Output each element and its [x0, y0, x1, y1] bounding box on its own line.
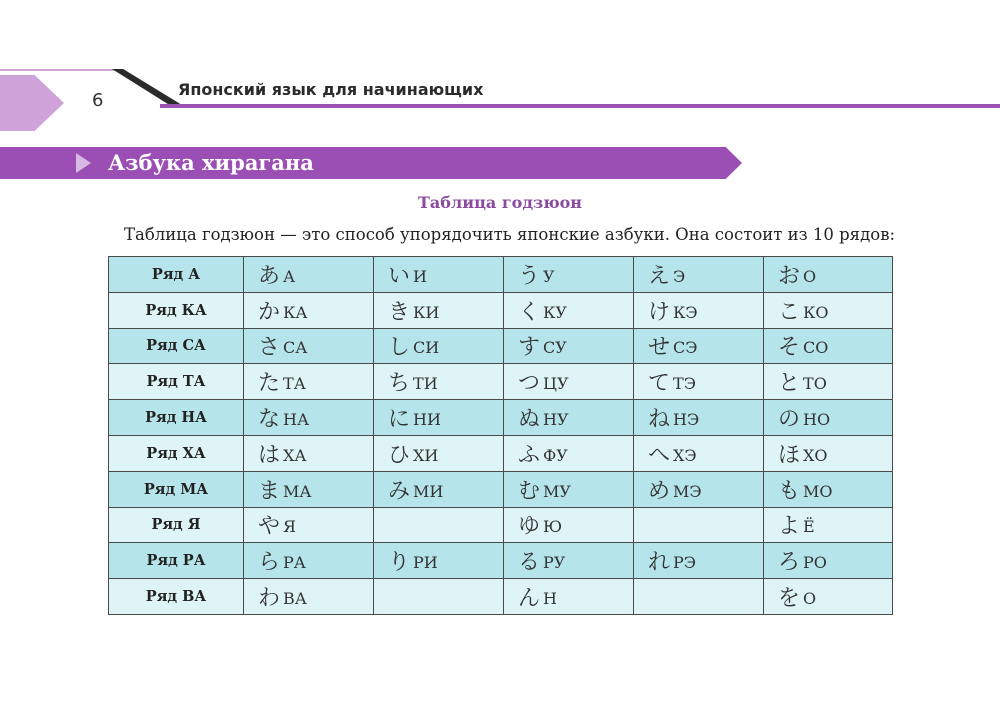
- book-title: Японский язык для начинающих: [178, 80, 484, 99]
- kana-char: に: [388, 407, 411, 433]
- kana-reading: КЭ: [673, 302, 698, 322]
- kana-cell: [634, 435, 764, 471]
- kana-reading: НА: [283, 410, 310, 430]
- table-row: [109, 257, 893, 293]
- kana-cell: [634, 364, 764, 400]
- kana-char: ふ: [518, 442, 541, 468]
- kana-cell: [634, 257, 764, 293]
- kana-char: と: [778, 371, 801, 397]
- kana-char: へ: [648, 442, 671, 468]
- kana-reading: Я: [283, 517, 296, 537]
- row-label: Ряд ТА: [109, 364, 244, 400]
- kana-char: ゆ: [518, 514, 541, 540]
- kana-cell: [634, 579, 764, 615]
- kana-char: あ: [258, 263, 281, 289]
- kana-reading: ТО: [803, 374, 827, 394]
- kana-cell: [244, 471, 374, 507]
- kana-reading: О: [803, 589, 817, 609]
- table-row: [109, 435, 893, 471]
- kana-char: も: [778, 478, 801, 504]
- kana-char: ん: [518, 586, 541, 612]
- kana-char: な: [258, 407, 281, 433]
- kana-char: ひ: [388, 442, 411, 468]
- row-label: Ряд ХА: [109, 435, 244, 471]
- row-label: Ряд А: [109, 257, 244, 293]
- row-label: Ряд Я: [109, 507, 244, 543]
- kana-cell: [504, 364, 634, 400]
- kana-char: せ: [648, 335, 671, 361]
- intro-paragraph: Таблица годзюон — это способ упорядочить японские азбуки. Она состоит из 10 рядов:: [124, 225, 896, 244]
- kana-reading: ХО: [803, 445, 828, 465]
- kana-cell: [764, 507, 893, 543]
- kana-cell: [504, 507, 634, 543]
- kana-cell: [244, 292, 374, 328]
- table-row: [109, 543, 893, 579]
- kana-cell: [764, 328, 893, 364]
- table-row: [109, 579, 893, 615]
- kana-cell: [244, 257, 374, 293]
- kana-cell: [634, 471, 764, 507]
- kana-reading: О: [803, 266, 817, 286]
- kana-char: は: [258, 442, 281, 468]
- kana-char: や: [258, 514, 281, 540]
- row-label: Ряд МА: [109, 471, 244, 507]
- kana-reading: НУ: [543, 410, 569, 430]
- kana-char: れ: [648, 550, 671, 576]
- kana-cell: [374, 328, 504, 364]
- kana-cell: [764, 292, 893, 328]
- page-number: 6: [92, 90, 104, 111]
- kana-cell: [374, 471, 504, 507]
- kana-cell: [764, 400, 893, 436]
- kana-reading: ЦУ: [543, 374, 569, 394]
- kana-reading: НЭ: [673, 410, 700, 430]
- kana-cell: [374, 507, 504, 543]
- kana-reading: МЭ: [673, 481, 702, 501]
- header-wedge: [112, 69, 182, 105]
- kana-char: か: [258, 299, 281, 325]
- kana-reading: Ю: [543, 517, 563, 537]
- kana-char: き: [388, 299, 411, 325]
- kana-cell: [634, 292, 764, 328]
- kana-reading: РИ: [413, 553, 438, 573]
- kana-char: わ: [258, 586, 281, 612]
- kana-char: さ: [258, 335, 281, 361]
- row-label: Ряд РА: [109, 543, 244, 579]
- kana-char: う: [518, 263, 541, 289]
- kana-reading: Н: [543, 589, 557, 609]
- kana-reading: КУ: [543, 302, 567, 322]
- kana-char: こ: [778, 299, 801, 325]
- kana-cell: [504, 471, 634, 507]
- kana-cell: [764, 435, 893, 471]
- kana-cell: [244, 364, 374, 400]
- section-title: Азбука хирагана: [108, 150, 314, 175]
- kana-reading: НИ: [413, 410, 441, 430]
- kana-reading: СУ: [543, 338, 567, 358]
- kana-char: ろ: [778, 550, 801, 576]
- kana-reading: РУ: [543, 553, 566, 573]
- kana-reading: РЭ: [673, 553, 697, 573]
- kana-reading: КИ: [413, 302, 440, 322]
- kana-cell: [504, 257, 634, 293]
- kana-char: の: [778, 407, 801, 433]
- table-row: [109, 400, 893, 436]
- kana-char: お: [778, 263, 801, 289]
- kana-reading: СО: [803, 338, 829, 358]
- kana-reading: РА: [283, 553, 306, 573]
- kana-reading: СЭ: [673, 338, 698, 358]
- kana-reading: МА: [283, 481, 312, 501]
- kana-reading: ТИ: [413, 374, 438, 394]
- kana-cell: [244, 507, 374, 543]
- kana-char: え: [648, 263, 671, 289]
- kana-char: た: [258, 371, 281, 397]
- kana-reading: РО: [803, 553, 827, 573]
- table-row: [109, 292, 893, 328]
- kana-reading: МО: [803, 481, 833, 501]
- row-label: Ряд ВА: [109, 579, 244, 615]
- kana-char: ほ: [778, 442, 801, 468]
- kana-cell: [504, 543, 634, 579]
- kana-cell: [244, 435, 374, 471]
- kana-reading: ВА: [283, 589, 307, 609]
- kana-char: み: [388, 478, 411, 504]
- kana-char: む: [518, 478, 541, 504]
- kana-char: り: [388, 550, 411, 576]
- kana-cell: [374, 292, 504, 328]
- kana-reading: ТА: [283, 374, 306, 394]
- kana-cell: [504, 292, 634, 328]
- kana-cell: [764, 471, 893, 507]
- kana-reading: ХА: [283, 445, 307, 465]
- kana-cell: [374, 400, 504, 436]
- kana-cell: [504, 400, 634, 436]
- kana-cell: [634, 507, 764, 543]
- row-label: Ряд СА: [109, 328, 244, 364]
- kana-char: く: [518, 299, 541, 325]
- kana-cell: [504, 328, 634, 364]
- kana-char: す: [518, 335, 541, 361]
- kana-cell: [634, 400, 764, 436]
- table-row: [109, 364, 893, 400]
- kana-reading: Э: [673, 266, 686, 286]
- kana-char: ね: [648, 407, 671, 433]
- table-row: [109, 507, 893, 543]
- row-label: Ряд КА: [109, 292, 244, 328]
- kana-reading: И: [413, 266, 427, 286]
- kana-reading: МИ: [413, 481, 444, 501]
- kana-reading: Ё: [803, 517, 815, 537]
- header-rule: [160, 104, 1000, 108]
- kana-reading: СИ: [413, 338, 440, 358]
- gojuon-table: [108, 256, 893, 615]
- kana-char: を: [778, 586, 801, 612]
- table-row: [109, 328, 893, 364]
- kana-reading: КО: [803, 302, 829, 322]
- kana-char: け: [648, 299, 671, 325]
- row-label: Ряд НА: [109, 400, 244, 436]
- kana-cell: [244, 328, 374, 364]
- kana-char: つ: [518, 371, 541, 397]
- header-top-line: [0, 69, 118, 71]
- kana-char: ち: [388, 371, 411, 397]
- kana-cell: [634, 328, 764, 364]
- table-heading: Таблица годзюон: [418, 193, 582, 212]
- kana-char: ら: [258, 550, 281, 576]
- kana-cell: [634, 543, 764, 579]
- kana-reading: У: [543, 266, 555, 286]
- kana-cell: [764, 543, 893, 579]
- kana-reading: ХЭ: [673, 445, 697, 465]
- kana-char: そ: [778, 335, 801, 361]
- kana-reading: ТЭ: [673, 374, 696, 394]
- kana-reading: НО: [803, 410, 831, 430]
- table-row: [109, 471, 893, 507]
- kana-cell: [244, 543, 374, 579]
- kana-reading: ФУ: [543, 445, 568, 465]
- kana-cell: [764, 364, 893, 400]
- kana-char: め: [648, 478, 671, 504]
- kana-cell: [374, 364, 504, 400]
- kana-cell: [244, 579, 374, 615]
- kana-char: ぬ: [518, 407, 541, 433]
- kana-cell: [764, 579, 893, 615]
- kana-char: し: [388, 335, 411, 361]
- kana-cell: [374, 435, 504, 471]
- kana-reading: КА: [283, 302, 308, 322]
- page-tab-arrow: [0, 75, 64, 131]
- kana-cell: [764, 257, 893, 293]
- kana-cell: [504, 435, 634, 471]
- kana-char: ま: [258, 478, 281, 504]
- kana-cell: [374, 257, 504, 293]
- kana-char: る: [518, 550, 541, 576]
- kana-reading: СА: [283, 338, 308, 358]
- kana-cell: [244, 400, 374, 436]
- kana-cell: [374, 579, 504, 615]
- kana-cell: [374, 543, 504, 579]
- kana-cell: [504, 579, 634, 615]
- kana-reading: А: [283, 266, 296, 286]
- kana-char: よ: [778, 514, 801, 540]
- kana-char: て: [648, 371, 671, 397]
- kana-char: い: [388, 263, 411, 289]
- kana-reading: ХИ: [413, 445, 439, 465]
- kana-reading: МУ: [543, 481, 571, 501]
